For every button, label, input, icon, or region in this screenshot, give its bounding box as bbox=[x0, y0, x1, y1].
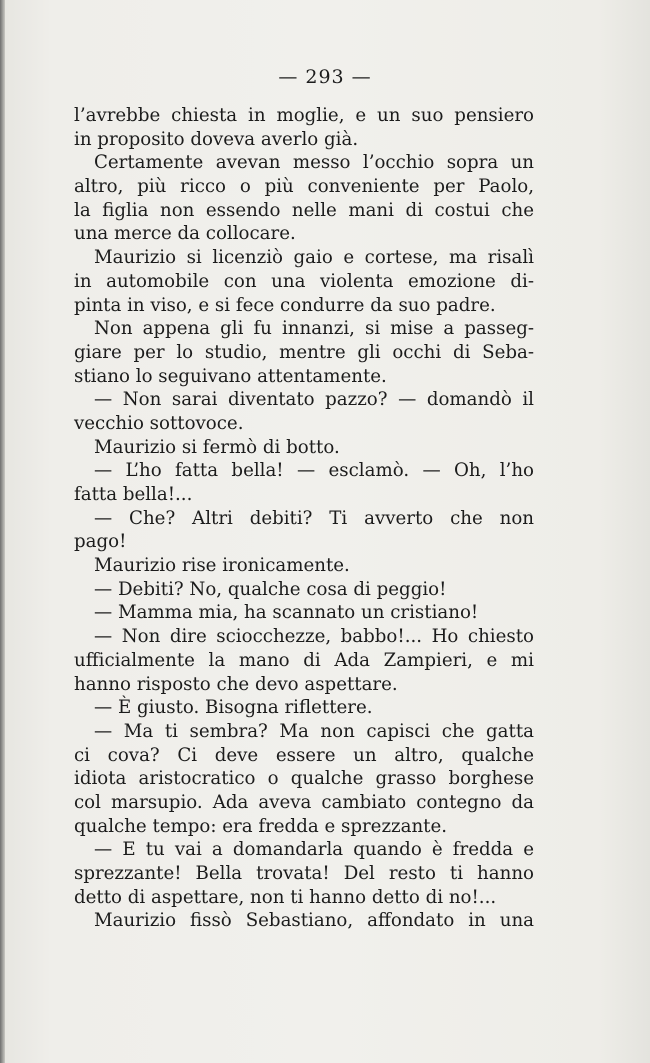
body-text bbox=[74, 104, 534, 933]
text-line: — È giusto. Bisogna riflettere. bbox=[94, 697, 373, 719]
text-line: — L’ho fatta bella! — esclamò. — Oh, l’ho bbox=[94, 460, 534, 482]
text-line: pago! bbox=[74, 531, 127, 553]
text-line: giare per lo studio, mentre gli occhi di Seba- bbox=[74, 341, 534, 363]
text-line: sprezzante! Bella trovata! Del resto ti hanno bbox=[74, 863, 534, 884]
text-line: vecchio sottovoce. bbox=[74, 412, 244, 434]
text-line: detto di aspettare, non ti hanno detto di no!... bbox=[74, 886, 497, 908]
text-line: — Non sarai diventato pazzo? — domandò il bbox=[94, 389, 534, 411]
text-line: una merce da collocare. bbox=[74, 223, 296, 245]
text-line: altro, più ricco o più conveniente per Paolo, bbox=[74, 176, 534, 198]
text-line: — Ma ti sembra? Ma non capisci che gatta bbox=[94, 720, 534, 742]
text-line: col marsupio. Ada aveva cambiato contegno da bbox=[74, 791, 534, 813]
text-line: qualche tempo: era fredda e sprezzante. bbox=[74, 815, 448, 837]
text-line: fatta bella!... bbox=[74, 484, 193, 505]
text-line: la figlia non essendo nelle mani di costui che bbox=[74, 199, 534, 221]
text-line: ci cova? Ci deve essere un altro, qualche bbox=[74, 744, 534, 766]
text-line: — Che? Altri debiti? Ti avverto che non bbox=[94, 507, 534, 529]
text-line: Maurizio fissò Sebastiano, affondato in una bbox=[94, 910, 534, 932]
text-line: stiano lo seguivano attentamente. bbox=[74, 365, 387, 387]
binding-gutter bbox=[0, 0, 5, 1063]
text-line: Maurizio si fermò di botto. bbox=[94, 436, 340, 458]
text-line: Non appena gli fu innanzi, si mise a passeg- bbox=[94, 318, 534, 340]
text-line: — Non dire sciocchezze, babbo!... Ho chiesto bbox=[94, 626, 534, 648]
text-line: l’avrebbe chiesta in moglie, e un suo pensiero bbox=[74, 105, 534, 126]
text-line: Maurizio rise ironicamente. bbox=[94, 555, 350, 577]
text-line: — E tu vai a domandarla quando è fredda e bbox=[94, 839, 534, 861]
page-number: — 293 — bbox=[278, 66, 372, 88]
text-line: pinta in viso, e si fece condurre da suo padre. bbox=[74, 294, 496, 316]
text-line: ufficialmente la mano di Ada Zampieri, e mi bbox=[74, 649, 534, 671]
text-line: — Debiti? No, qualche cosa di peggio! bbox=[94, 578, 447, 600]
text-line: — Mamma mia, ha scannato un cristiano! bbox=[94, 602, 479, 624]
text-line: idiota aristocratico o qualche grasso borghese bbox=[74, 768, 534, 790]
text-line: in proposito doveva averlo già. bbox=[74, 128, 359, 150]
text-line: Certamente avevan messo l’occhio sopra un bbox=[94, 152, 534, 174]
text-line: in automobile con una violenta emozione di- bbox=[74, 270, 534, 292]
text-line: Maurizio si licenziò gaio e cortese, ma risalì bbox=[94, 247, 534, 269]
text-line: hanno risposto che devo aspettare. bbox=[74, 673, 398, 695]
